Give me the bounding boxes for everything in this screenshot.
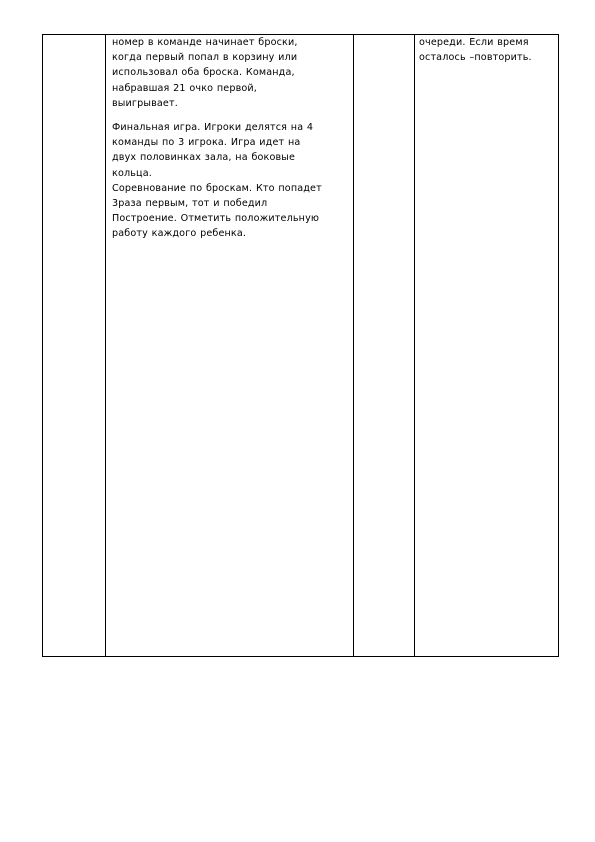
content-paragraph-final-game: Финальная игра. Игроки делятся на 4 команды по 3 игрока. Игра идет на двух половинках зала, на боковые кольца. Соревнование по броскам. Кто попадет 3раза первым, тот и победил Построение. Отметить положительную работу каждого ребенка. xyxy=(112,122,322,240)
table-cell-guidelines xyxy=(415,35,559,657)
content-text xyxy=(106,35,353,242)
table-cell-stage xyxy=(43,35,106,657)
table-cell-dosage xyxy=(354,35,415,657)
content-paragraph-rules: номер в команде начинает броски, когда первый попал в корзину или использовал оба броска. Команда, набравшая 21 очко первой, выигрывает. xyxy=(112,37,298,109)
table-row xyxy=(43,35,559,657)
guidelines-paragraph: очереди. Если время осталось –повторить. xyxy=(419,37,532,64)
guidelines-text xyxy=(415,35,558,65)
table-cell-content xyxy=(106,35,354,657)
lesson-plan-table xyxy=(42,34,559,657)
